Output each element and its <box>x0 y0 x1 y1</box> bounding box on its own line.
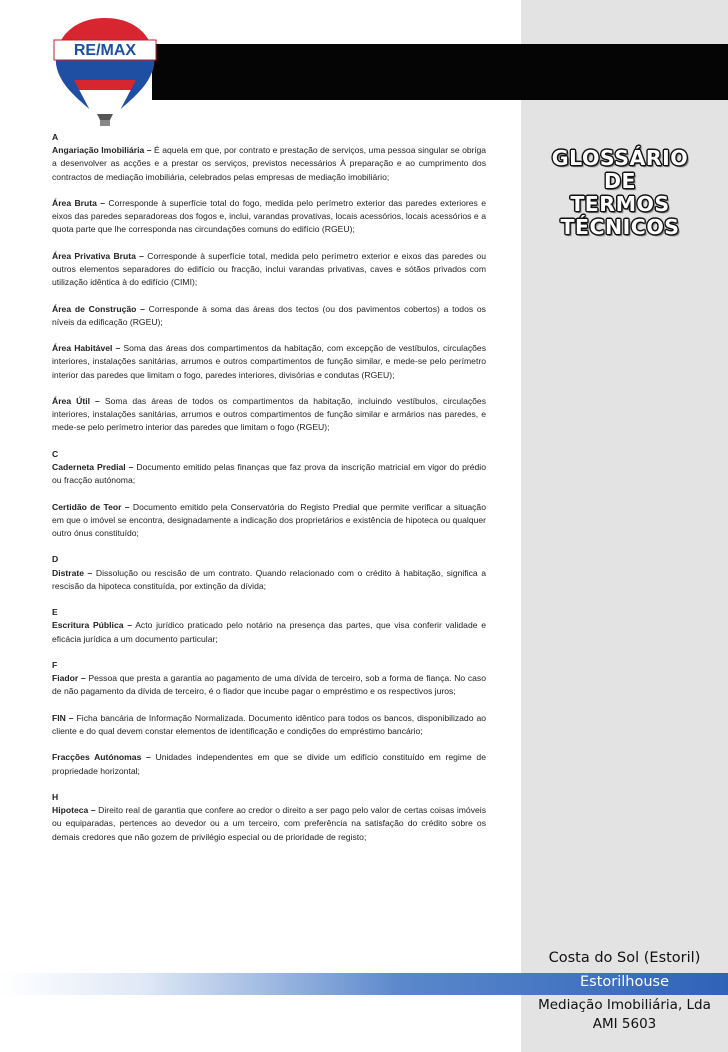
glossary-term: Fiador – <box>52 673 86 684</box>
glossary-definition: É aquela em que, por contrato e prestação de serviços, uma pessoa singular se obriga a desenvolver as acções e a prestar os serviços, previstos necessários À preparação e ao cumprimento dos contractos de mediação imobiliária, celebrados pelas empresas de mediação imobiliário; <box>52 145 486 182</box>
glossary-entry <box>52 501 486 541</box>
glossary-definition: Soma das áreas de todos os compartimentos da habitação, incluindo vestíbulos, circulações interiores, instalações sanitárias, arrumos e outros compartimentos de função similar e armários nas paredes, e mede-se pelo perímetro interior das paredes que limitam o fogo (RGEU); <box>52 395 487 433</box>
glossary-entry <box>52 342 486 382</box>
glossary-entry <box>52 197 486 237</box>
glossary-definition: Unidades independentes em que se divide um edifício constituído em regime de propriedade horizontal; <box>52 752 486 776</box>
glossary-definition: Acto jurídico praticado pelo notário na presença das partes, que visa conferir validade e eficácia jurídica a um documento particular; <box>52 620 486 644</box>
section-letter: A <box>52 132 59 142</box>
glossary-term: FIN – <box>52 712 74 723</box>
glossary-entry <box>52 606 486 646</box>
glossary-term: Área Habitável – <box>52 343 121 354</box>
glossary-entry <box>52 791 486 844</box>
footer-location: Costa do Sol (Estoril) <box>548 950 701 966</box>
title-line-4: TÉCNICOS <box>560 215 680 239</box>
glossary-entry <box>52 712 486 738</box>
title-line-3: TERMOS <box>570 192 670 216</box>
glossary-term: Fracções Autónomas – <box>52 752 151 763</box>
glossary-content <box>52 131 486 857</box>
glossary-definition: Corresponde à superfície total, medida pelo perímetro exterior e eixos das paredes ou outros elementos separadores do edifício ou fracção, inclui varandas privativas, caves e sótãos privados com utilização idêntica à do edifício (CIMI); <box>52 250 486 288</box>
title-line-1: GLOSSÁRIO <box>551 146 689 170</box>
glossary-entry <box>52 659 486 699</box>
glossary-term: Área Bruta – <box>52 198 106 208</box>
glossary-entry <box>52 448 486 488</box>
glossary-term: Hipoteca – <box>52 805 96 816</box>
footer-company: Mediação Imobiliária, Lda <box>538 997 711 1013</box>
glossary-term: Área de Construção – <box>52 303 145 314</box>
section-letter: F <box>52 659 58 670</box>
glossary-term: Área Privativa Bruta – <box>52 250 144 261</box>
glossary-entry <box>52 131 486 184</box>
footer-license: AMI 5603 <box>592 1016 657 1032</box>
glossary-term: Angariação Imobiliária – <box>52 145 152 156</box>
glossary-term: Área Útil – <box>52 395 100 406</box>
glossary-definition: Pessoa que presta a garantia ao pagamento de uma dívida de terceiro, sob a forma de fiança. No caso de não pagamento da dívida de terceiro, é o fiador que incube pagar o empréstimo e os respectivos juros; <box>52 673 486 697</box>
glossary-entry <box>52 751 486 777</box>
glossary-definition: Ficha bancária de Informação Normalizada. Documento idêntico para todos os bancos, disponibilizado ao cliente e do qual devem constar elementos de identificação e condições do empréstimo bancário; <box>52 712 486 736</box>
glossary-entry <box>52 395 486 435</box>
section-letter: D <box>52 554 59 565</box>
section-letter: E <box>52 607 58 618</box>
glossary-term: Distrate – <box>52 567 93 578</box>
glossary-definition: Corresponde à superfície total do fogo, medida pelo perímetro exterior das paredes exteriores e eixos das paredes separadoreas dos fogos e, inclui, varandas provativas, locais acessórios, locais acessórios e a quota parte que lhe corresponda nas circundações comuns do edifício (RGEU); <box>52 198 486 235</box>
glossary-entry <box>52 250 486 290</box>
glossary-definition: Corresponde à soma das áreas dos tectos (ou dos pavimentos cobertos) a todos os níveis da edificação (RGEU); <box>52 303 486 327</box>
glossary-definition: Documento emitido pelas finanças que faz prova da inscrição matricial em vigor do prédio ou fracção autónoma; <box>52 461 486 486</box>
glossary-definition: Direito real de garantia que confere ao credor o direito a ser pago pelo valor de certas coisas imóveis ou equiparadas, pertences ao devedor ou a um terceiro, com preferência na satisfação do crédito sobre os demais credores que não gozem de privilégio especial ou de prioridade de registo; <box>52 805 486 842</box>
remax-balloon-logo <box>40 14 170 134</box>
glossary-definition: Dissolução ou rescisão de um contrato. Quando relacionado com o crédito à habitação, significa a rescisão da hipoteca constituída, por extinção da dívida; <box>52 567 486 591</box>
glossary-entry <box>52 303 486 329</box>
title-line-2: DE <box>603 169 637 193</box>
glossary-term: Certidão de Teor – <box>52 501 130 512</box>
section-letter: C <box>52 448 59 459</box>
footer-office: Estorilhouse <box>579 974 670 990</box>
glossary-title <box>530 147 710 239</box>
glossary-term: Caderneta Predial – <box>52 461 134 472</box>
section-letter: H <box>52 791 59 802</box>
glossary-definition: Soma das áreas dos compartimentos da habitação, com excepção de vestíbulos, circulações interiores, instalações sanitárias, arrumos e outros compartimentos de função similar, e mede-se pelo perímetro interior das paredes que limitam o fogo, paredes interiores, divisórias e condutas (RGEU); <box>52 343 486 380</box>
glossary-definition: Documento emitido pela Conservatória do Registo Predial que permite verificar a situação em que o imóvel se encontra, designadamente a indicação dos proprietários e existência de hipoteca ou qualquer outro ónus constituído; <box>52 501 486 538</box>
header-black-block <box>152 44 728 100</box>
logo-text: RE/MAX <box>73 42 137 59</box>
glossary-term: Escritura Pública – <box>52 620 132 631</box>
glossary-entry <box>52 553 486 593</box>
